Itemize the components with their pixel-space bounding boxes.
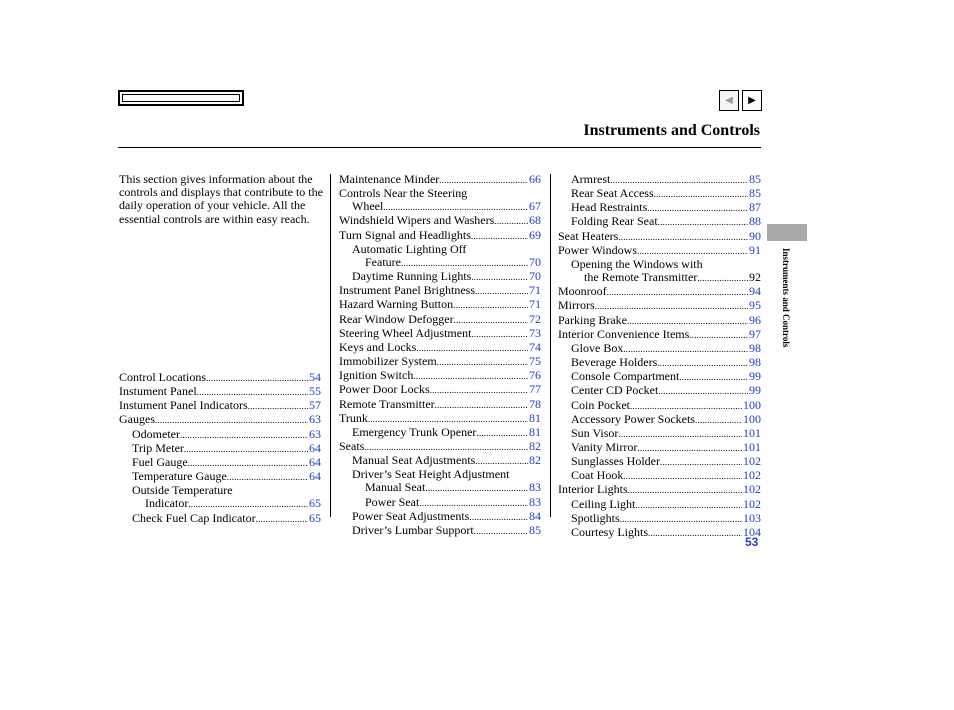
- page-reference-link[interactable]: 73: [529, 325, 541, 340]
- page-reference-link[interactable]: 103: [743, 510, 761, 525]
- page-number: 53: [745, 535, 759, 549]
- dot-leader: [188, 497, 308, 511]
- column-divider: [550, 174, 551, 517]
- dot-leader: [620, 512, 742, 526]
- page-reference-link[interactable]: 91: [749, 242, 761, 257]
- index-entry-label: Ceiling Light: [571, 496, 636, 511]
- index-entry-label: Hazard Warning Button: [339, 297, 454, 312]
- index-entry-label: Control Locations: [119, 370, 206, 384]
- index-entry[interactable]: [119, 413, 321, 427]
- page-reference-link[interactable]: 74: [529, 339, 541, 354]
- index-entry[interactable]: [339, 200, 541, 214]
- page-reference-link[interactable]: 81: [529, 424, 541, 439]
- index-column-3: [558, 173, 761, 540]
- index-entry-label: Check Fuel Cap Indicator: [132, 510, 256, 525]
- page-reference-link[interactable]: 67: [529, 199, 541, 214]
- dot-leader: [695, 413, 742, 427]
- page-reference-link[interactable]: 78: [529, 396, 541, 411]
- dot-leader: [437, 355, 528, 369]
- index-entry[interactable]: [339, 510, 541, 524]
- index-entry-label: Immobilizer System: [339, 354, 437, 369]
- index-entry-label: Power Seat Adjustments: [352, 508, 470, 523]
- dot-leader: [637, 441, 742, 455]
- page-reference-link[interactable]: 100: [743, 397, 761, 412]
- index-entry[interactable]: [339, 524, 541, 538]
- page-reference-link[interactable]: 102: [743, 454, 761, 469]
- dot-leader: [610, 173, 748, 187]
- page-reference-link[interactable]: 84: [529, 508, 541, 523]
- page-reference-link[interactable]: 71: [529, 283, 541, 298]
- index-entry-label: Controls Near the Steering: [339, 186, 468, 201]
- index-entry-label: Keys and Locks: [339, 339, 417, 354]
- dot-leader: [425, 481, 528, 495]
- index-entry-label: Accessory Power Sockets: [571, 411, 695, 426]
- index-entry[interactable]: [558, 399, 761, 413]
- dot-leader: [469, 510, 528, 524]
- index-heading: [339, 243, 541, 256]
- dot-leader: [494, 214, 528, 228]
- index-entry[interactable]: [339, 496, 541, 510]
- index-entry[interactable]: [558, 455, 761, 469]
- dot-leader: [476, 426, 528, 440]
- dot-leader: [618, 427, 742, 441]
- index-entry[interactable]: [119, 470, 321, 484]
- index-entry[interactable]: [119, 456, 321, 470]
- index-entry[interactable]: [558, 173, 761, 187]
- dot-leader: [197, 385, 308, 399]
- page-reference-link[interactable]: 57: [309, 398, 321, 413]
- dot-leader: [184, 442, 308, 456]
- index-entry-label: Opening the Windows with: [571, 256, 703, 271]
- page-reference-link[interactable]: 99: [749, 369, 761, 384]
- page-reference-link[interactable]: 75: [529, 354, 541, 369]
- dot-leader: [660, 455, 742, 469]
- index-entry[interactable]: [339, 256, 541, 270]
- index-entry-label: Driver’s Lumbar Support: [352, 522, 474, 537]
- dot-leader: [679, 370, 748, 384]
- index-entry-label: Fuel Gauge: [132, 454, 188, 469]
- page-reference-link[interactable]: 76: [529, 368, 541, 383]
- index-entry[interactable]: [339, 298, 541, 312]
- index-entry-label: Driver’s Seat Height Adjustment: [352, 467, 510, 482]
- index-entry[interactable]: [339, 173, 541, 187]
- page-reference-link[interactable]: 63: [309, 426, 321, 441]
- dot-leader: [256, 512, 308, 526]
- index-entry[interactable]: [558, 215, 761, 229]
- index-entry-label: Power Door Locks: [339, 382, 430, 397]
- dot-leader: [248, 399, 308, 413]
- index-entry[interactable]: [119, 428, 321, 442]
- index-entry[interactable]: [339, 341, 541, 355]
- index-entry-label: Sunglasses Holder: [571, 454, 660, 469]
- index-entry[interactable]: [558, 512, 761, 526]
- index-entry[interactable]: [558, 187, 761, 201]
- dot-leader: [475, 454, 528, 468]
- index-entry[interactable]: [558, 201, 761, 215]
- index-entry[interactable]: [558, 384, 761, 398]
- index-entry-label: Windshield Wipers and Washers: [339, 213, 495, 228]
- index-entry-label: Temperature Gauge: [132, 469, 227, 484]
- index-entry-label: Moonroof: [558, 284, 607, 299]
- page-reference-link[interactable]: 102: [743, 496, 761, 511]
- page-reference-link[interactable]: 64: [309, 454, 321, 469]
- index-entry-label: Power Windows: [558, 242, 637, 257]
- page-reference-link[interactable]: 85: [529, 522, 541, 537]
- dot-leader: [595, 299, 748, 313]
- page-reference-link[interactable]: 92: [749, 270, 761, 285]
- index-entry-label: Remote Transmitter: [339, 396, 435, 411]
- index-entry-label: Wheel: [352, 199, 384, 214]
- dot-leader: [416, 341, 528, 355]
- page-reference-link[interactable]: 99: [749, 383, 761, 398]
- page-reference-link[interactable]: 82: [529, 438, 541, 453]
- index-entry[interactable]: [339, 355, 541, 369]
- index-column-2: [339, 173, 541, 538]
- dot-leader: [206, 371, 308, 385]
- index-entry-label: Parking Brake: [558, 312, 627, 327]
- dot-leader: [475, 284, 528, 298]
- index-entry-label: Steering Wheel Adjustment: [339, 325, 472, 340]
- dot-leader: [471, 229, 528, 243]
- side-tab-label: Instruments and Controls: [781, 248, 791, 348]
- page-reference-link[interactable]: 98: [749, 355, 761, 370]
- dot-leader: [180, 428, 308, 442]
- dot-leader: [435, 398, 528, 412]
- index-entry[interactable]: [339, 327, 541, 341]
- dot-leader: [648, 526, 742, 540]
- index-entry[interactable]: [339, 270, 541, 284]
- index-entry-label: Feature: [365, 254, 401, 269]
- index-entry-label: Interior Lights: [558, 482, 628, 497]
- index-entry[interactable]: [558, 314, 761, 328]
- dot-leader: [630, 399, 742, 413]
- contents-link-box[interactable]: [118, 90, 244, 106]
- dot-leader: [364, 440, 528, 454]
- index-entry-label: Courtesy Lights: [571, 524, 648, 539]
- index-entry[interactable]: [339, 383, 541, 397]
- index-entry-label: Manual Seat: [365, 480, 426, 495]
- index-entry[interactable]: [558, 244, 761, 258]
- dot-leader: [413, 369, 528, 383]
- index-entry[interactable]: [558, 356, 761, 370]
- index-entry[interactable]: [119, 512, 321, 526]
- index-entry[interactable]: [339, 454, 541, 468]
- index-entry-label: Instument Panel Indicators: [119, 398, 248, 413]
- page-reference-link[interactable]: 101: [743, 425, 761, 440]
- dot-leader: [623, 342, 748, 356]
- page-reference-link[interactable]: 77: [529, 382, 541, 397]
- page-reference-link[interactable]: 94: [749, 284, 761, 299]
- index-entry-label: Spotlights: [571, 510, 620, 525]
- dot-leader: [401, 256, 528, 270]
- page-reference-link[interactable]: 64: [309, 440, 321, 455]
- index-entry[interactable]: [558, 285, 761, 299]
- dot-leader: [618, 230, 748, 244]
- page-reference-link[interactable]: 82: [529, 453, 541, 468]
- dot-leader: [188, 456, 308, 470]
- dot-leader: [474, 524, 528, 538]
- dot-leader: [658, 384, 748, 398]
- index-entry[interactable]: [558, 342, 761, 356]
- index-entry-label: Mirrors: [558, 298, 595, 313]
- index-entry-label: Indicator: [145, 496, 189, 511]
- index-column-1: [119, 371, 321, 526]
- index-entry[interactable]: [558, 271, 761, 285]
- dot-leader: [623, 469, 742, 483]
- dot-leader: [607, 285, 748, 299]
- header-divider: [118, 147, 761, 148]
- index-entry-label: Rear Seat Access: [571, 186, 654, 201]
- index-entry-label: Armrest: [571, 172, 611, 186]
- index-entry-label: Coin Pocket: [571, 397, 630, 412]
- page-reference-link[interactable]: 88: [749, 214, 761, 229]
- page-reference-link[interactable]: 70: [529, 269, 541, 284]
- index-entry[interactable]: [339, 398, 541, 412]
- page-reference-link[interactable]: 54: [309, 370, 321, 384]
- dot-leader: [471, 270, 528, 284]
- column-divider: [330, 174, 331, 517]
- section-intro-text: This section gives information about the controls and displays that contribute to the daily operation of your vehicle. All the essential controls are within easy reach.: [119, 172, 323, 226]
- index-entry[interactable]: [339, 412, 541, 426]
- page-reference-link[interactable]: 85: [749, 172, 761, 186]
- section-side-tab: [767, 224, 807, 241]
- dot-leader: [628, 483, 742, 497]
- dot-leader: [647, 201, 748, 215]
- page-reference-link[interactable]: 71: [529, 297, 541, 312]
- index-entry-label: Sun Visor: [571, 425, 619, 440]
- index-entry[interactable]: [558, 230, 761, 244]
- index-entry-label: Automatic Lighting Off: [352, 241, 467, 256]
- index-entry-label: the Remote Transmitter: [584, 270, 698, 285]
- page-reference-link[interactable]: 81: [529, 410, 541, 425]
- index-entry-label: Console Compartment: [571, 369, 680, 384]
- index-entry[interactable]: [339, 369, 541, 383]
- index-entry[interactable]: [558, 427, 761, 441]
- dot-leader: [471, 327, 528, 341]
- index-entry[interactable]: [339, 214, 541, 228]
- index-entry-label: Instrument Panel Brightness: [339, 283, 475, 298]
- dot-leader: [453, 298, 528, 312]
- dot-leader: [657, 356, 748, 370]
- index-entry-label: Odometer: [132, 426, 180, 441]
- index-entry-label: Instument Panel: [119, 384, 197, 399]
- index-entry[interactable]: [558, 526, 761, 540]
- page-reference-link[interactable]: 102: [743, 468, 761, 483]
- index-entry-label: Daytime Running Lights: [352, 269, 472, 284]
- page-reference-link[interactable]: 90: [749, 228, 761, 243]
- index-entry[interactable]: [558, 441, 761, 455]
- index-entry[interactable]: [119, 442, 321, 456]
- next-page-icon[interactable]: ▶: [742, 90, 762, 111]
- dot-leader: [368, 412, 528, 426]
- page-reference-link[interactable]: 87: [749, 200, 761, 215]
- index-entry[interactable]: [119, 371, 321, 385]
- index-entry-label: Coat Hook: [571, 468, 624, 483]
- dot-leader: [227, 470, 308, 484]
- index-entry[interactable]: [558, 299, 761, 313]
- index-entry[interactable]: [558, 498, 761, 512]
- index-entry[interactable]: [339, 313, 541, 327]
- index-entry-label: Seat Heaters: [558, 228, 619, 243]
- index-entry-label: Outside Temperature: [132, 483, 233, 498]
- index-entry[interactable]: [339, 426, 541, 440]
- previous-page-icon[interactable]: ◀: [719, 90, 739, 111]
- index-entry-label: Ignition Switch: [339, 368, 414, 383]
- index-entry-label: Seats: [339, 438, 365, 453]
- index-entry-label: Beverage Holders: [571, 355, 658, 370]
- page-reference-link[interactable]: 66: [529, 172, 541, 186]
- page-reference-link[interactable]: 100: [743, 411, 761, 426]
- dot-leader: [635, 498, 742, 512]
- index-entry[interactable]: [558, 328, 761, 342]
- page-reference-link[interactable]: 65: [309, 510, 321, 525]
- index-entry-label: Gauges: [119, 412, 155, 427]
- dot-leader: [155, 413, 308, 427]
- index-entry[interactable]: [558, 469, 761, 483]
- page-reference-link[interactable]: 97: [749, 326, 761, 341]
- page-reference-link[interactable]: 63: [309, 412, 321, 427]
- dot-leader: [654, 187, 748, 201]
- index-entry[interactable]: [339, 440, 541, 454]
- index-entry[interactable]: [339, 284, 541, 298]
- page-reference-link[interactable]: 55: [309, 384, 321, 399]
- page-reference-link[interactable]: 70: [529, 254, 541, 269]
- index-entry-label: Emergency Trunk Opener: [352, 424, 477, 439]
- index-entry[interactable]: [119, 385, 321, 399]
- index-entry[interactable]: [119, 399, 321, 413]
- page-reference-link[interactable]: 72: [529, 311, 541, 326]
- dot-leader: [658, 215, 748, 229]
- section-title: Instruments and Controls: [583, 122, 760, 139]
- index-entry[interactable]: [339, 481, 541, 495]
- page-reference-link[interactable]: 85: [749, 186, 761, 201]
- page-reference-link[interactable]: 95: [749, 298, 761, 313]
- index-entry-label: Maintenance Minder: [339, 172, 440, 186]
- page-reference-link[interactable]: 102: [743, 482, 761, 497]
- dot-leader: [637, 244, 748, 258]
- page-reference-link[interactable]: 83: [529, 480, 541, 495]
- dot-leader: [439, 173, 528, 187]
- index-entry-label: Center CD Pocket: [571, 383, 659, 398]
- index-entry-label: Manual Seat Adjustments: [352, 453, 476, 468]
- index-entry[interactable]: [558, 483, 761, 497]
- page-reference-link[interactable]: 96: [749, 312, 761, 327]
- index-entry[interactable]: [558, 413, 761, 427]
- dot-leader: [419, 496, 528, 510]
- page-reference-link[interactable]: 68: [529, 213, 541, 228]
- index-entry-label: Rear Window Defogger: [339, 311, 454, 326]
- index-entry[interactable]: [558, 370, 761, 384]
- index-entry[interactable]: [339, 229, 541, 243]
- page-reference-link[interactable]: 64: [309, 469, 321, 484]
- index-entry-label: Vanity Mirror: [571, 439, 638, 454]
- index-entry-label: Glove Box: [571, 340, 624, 355]
- dot-leader: [689, 328, 748, 342]
- dot-leader: [697, 271, 748, 285]
- page-reference-link[interactable]: 83: [529, 494, 541, 509]
- index-entry-label: Trip Meter: [132, 440, 184, 455]
- dot-leader: [383, 200, 528, 214]
- dot-leader: [430, 383, 528, 397]
- index-entry-label: Interior Convenience Items: [558, 326, 690, 341]
- index-entry-label: Power Seat: [365, 494, 420, 509]
- page-reference-link[interactable]: 101: [743, 439, 761, 454]
- dot-leader: [454, 313, 528, 327]
- page-reference-link[interactable]: 69: [529, 227, 541, 242]
- index-entry-label: Head Restraints: [571, 200, 648, 215]
- index-entry-label: Turn Signal and Headlights: [339, 227, 471, 242]
- index-entry-label: Trunk: [339, 410, 368, 425]
- page-reference-link[interactable]: 104: [743, 524, 761, 539]
- page-reference-link[interactable]: 65: [309, 496, 321, 511]
- index-entry-label: Folding Rear Seat: [571, 214, 658, 229]
- page-reference-link[interactable]: 98: [749, 340, 761, 355]
- index-entry[interactable]: [119, 497, 321, 511]
- dot-leader: [627, 314, 748, 328]
